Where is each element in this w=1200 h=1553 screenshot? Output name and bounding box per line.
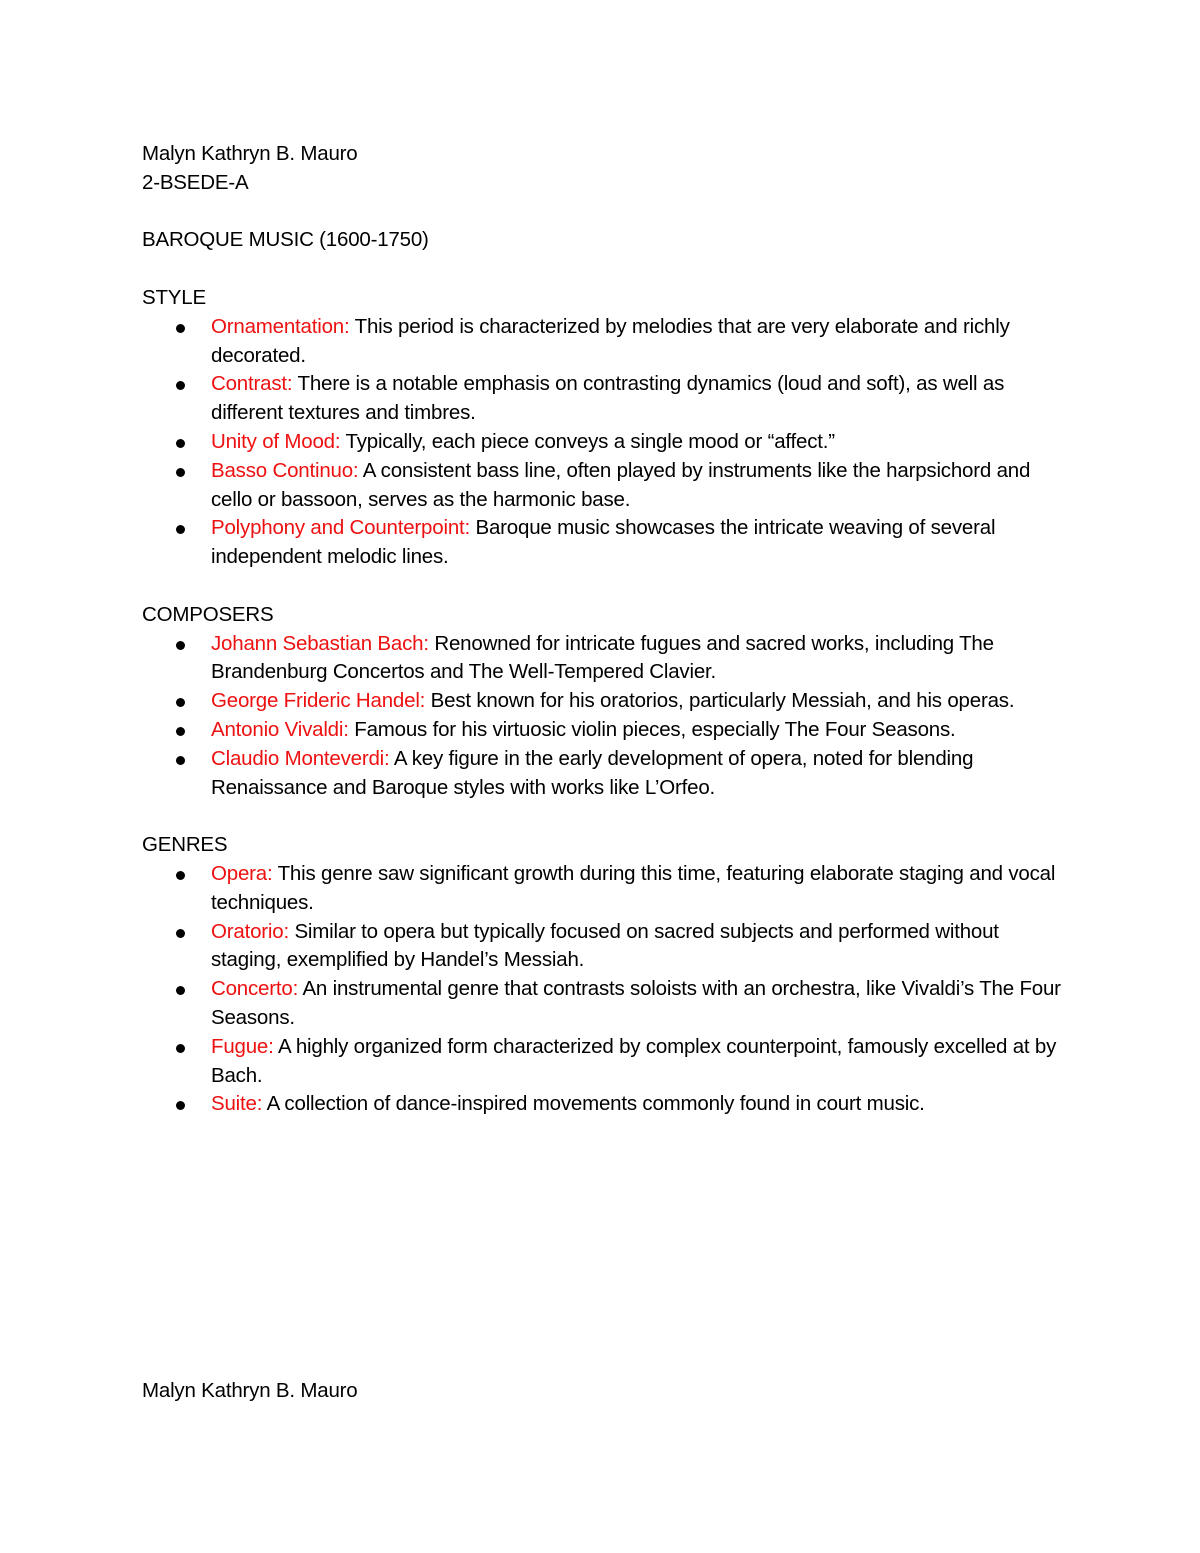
section-heading: STYLE [142, 285, 206, 309]
term-label: Oratorio: [211, 919, 289, 943]
list-item [142, 860, 1067, 918]
bullet-icon [176, 439, 185, 448]
term-description: This period is characterized by melodies that are very elaborate and richly decorated. [211, 314, 1010, 367]
bullet-icon [176, 986, 185, 995]
list-item [142, 975, 1067, 1033]
section-style [142, 284, 1067, 572]
list-item [142, 716, 1067, 745]
list-item [142, 1033, 1067, 1091]
term-description: This genre saw significant growth during this time, featuring elaborate staging and vocal techniques. [211, 861, 1056, 914]
term-description: Renowned for intricate fugues and sacred works, including The Brandenburg Concertos and The Well-Tempered Clavier. [211, 631, 994, 684]
list-item [142, 313, 1067, 371]
bullet-icon [176, 929, 185, 938]
term-description: A consistent bass line, often played by instruments like the harpsichord and cello or bassoon, serves as the harmonic base. [211, 458, 1031, 511]
term-label: Unity of Mood: [211, 429, 341, 453]
term-label: Ornamentation: [211, 314, 350, 338]
list-item [142, 687, 1067, 716]
class-section: 2-BSEDE-A [142, 170, 249, 194]
term-description: Baroque music showcases the intricate weaving of several independent melodic lines. [211, 516, 996, 569]
spacer [142, 572, 1067, 601]
bullet-icon [176, 468, 185, 477]
list-item [142, 745, 1067, 803]
term-label: George Frideric Handel: [211, 689, 426, 713]
section-genres [142, 831, 1067, 1119]
bullet-icon [176, 525, 185, 534]
genres-list [142, 860, 1067, 1119]
spacer [142, 255, 1067, 284]
footer-author-name: Malyn Kathryn B. Mauro [142, 1379, 358, 1402]
list-item [142, 457, 1067, 515]
term-label: Basso Continuo: [211, 458, 359, 482]
bullet-icon [176, 871, 185, 880]
bullet-icon [176, 1044, 185, 1053]
list-item [142, 630, 1067, 688]
bullet-icon [176, 727, 185, 736]
spacer [142, 802, 1067, 831]
bullet-icon [176, 381, 185, 390]
list-item [142, 370, 1067, 428]
term-label: Antonio Vivaldi: [211, 717, 349, 741]
term-description: An instrumental genre that contrasts soloists with an orchestra, like Vivaldi’s The Four Seasons. [211, 977, 1061, 1029]
section-composers [142, 601, 1067, 803]
term-description: A highly organized form characterized by complex counterpoint, famously excelled at by Bach. [211, 1034, 1057, 1087]
term-label: Opera: [211, 861, 273, 885]
term-label: Contrast: [211, 372, 293, 396]
section-heading: GENRES [142, 833, 228, 857]
term-description: There is a notable emphasis on contrasting dynamics (loud and soft), as well as different textures and timbres. [211, 372, 1005, 425]
term-label: Suite: [211, 1092, 263, 1116]
term-description: Similar to opera but typically focused on sacred subjects and performed without staging, exemplified by Handel’s Messiah. [211, 919, 999, 972]
term-label: Polyphony and Counterpoint: [211, 516, 471, 540]
term-label: Fugue: [211, 1034, 274, 1058]
bullet-icon [176, 324, 185, 333]
term-description: Typically, each piece conveys a single mood or “affect.” [340, 429, 835, 453]
list-item [142, 428, 1067, 457]
composers-list [142, 630, 1067, 803]
author-name: Malyn Kathryn B. Mauro [142, 142, 358, 165]
bullet-icon [176, 698, 185, 707]
list-item [142, 918, 1067, 976]
term-description: Famous for his virtuosic violin pieces, especially The Four Seasons. [348, 717, 956, 741]
style-list [142, 313, 1067, 572]
term-description: A collection of dance-inspired movements commonly found in court music. [262, 1092, 925, 1116]
bullet-icon [176, 1101, 185, 1110]
section-heading: COMPOSERS [142, 602, 274, 626]
bullet-icon [176, 756, 185, 765]
bullet-icon [176, 641, 185, 650]
document-title: BAROQUE MUSIC (1600-1750) [142, 228, 429, 252]
term-description: Best known for his oratorios, particularly Messiah, and his operas. [425, 689, 1015, 713]
term-label: Johann Sebastian Bach: [211, 631, 429, 655]
term-label: Claudio Monteverdi: [211, 746, 390, 770]
spacer [142, 198, 1067, 227]
document-body [142, 140, 1067, 1119]
term-description: A key figure in the early development of opera, noted for blending Renaissance and Baroque styles with works like L’Orfeo. [211, 746, 974, 799]
term-label: Concerto: [211, 977, 299, 1001]
list-item [142, 1090, 1067, 1119]
list-item [142, 514, 1067, 572]
